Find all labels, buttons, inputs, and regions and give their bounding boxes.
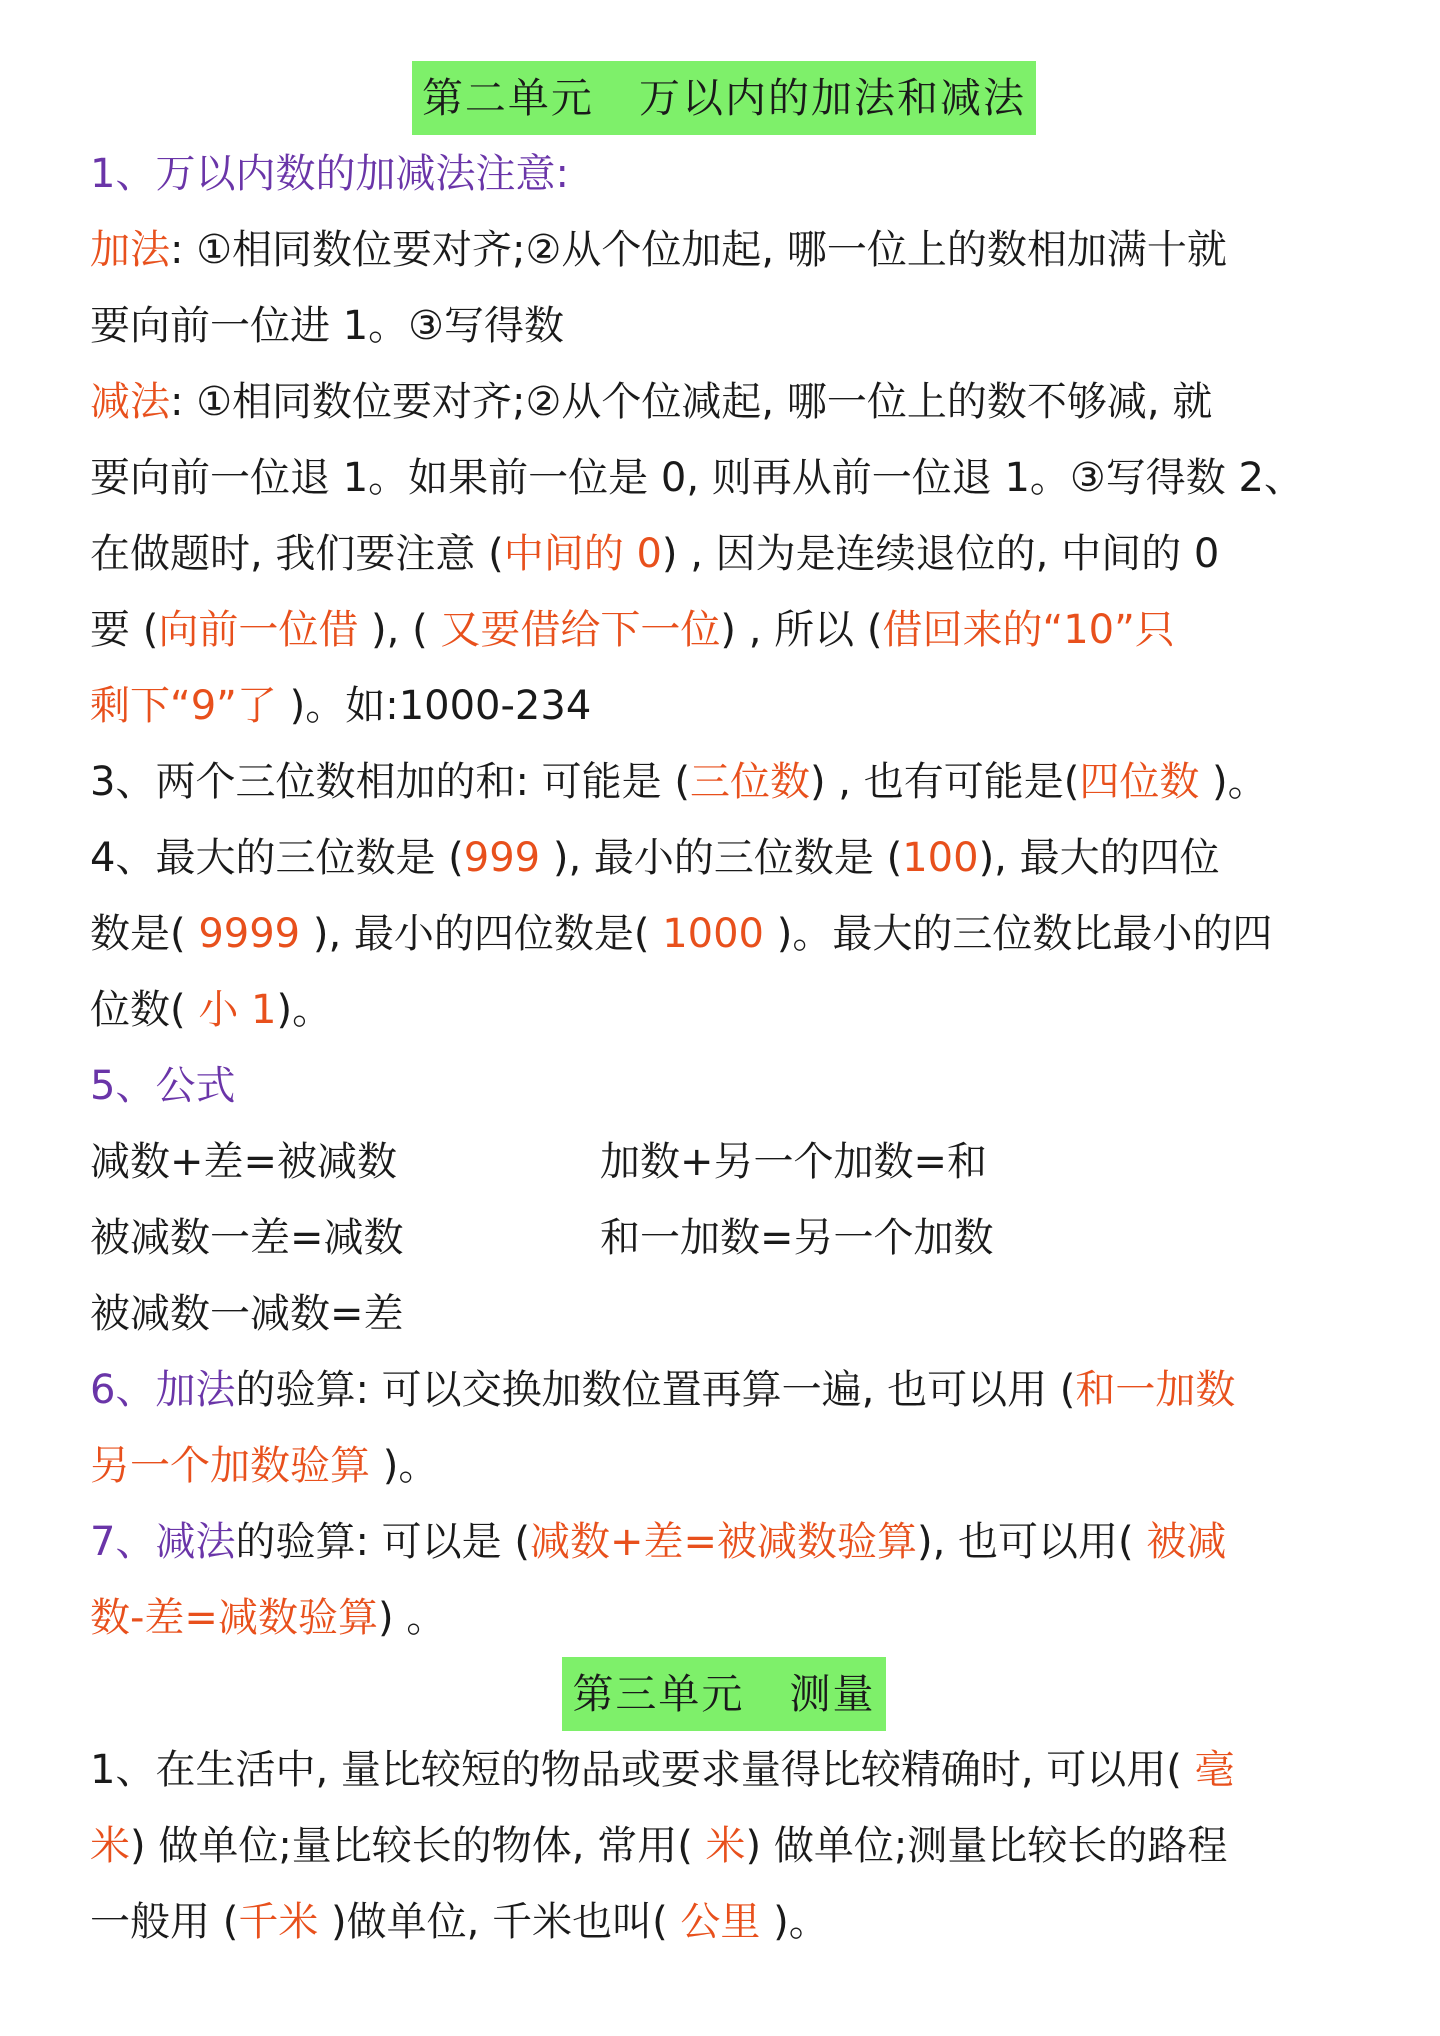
formula-row-1 bbox=[90, 1124, 1358, 1200]
s7-text: 的验算: 可以是 ( bbox=[235, 1519, 530, 1565]
s4-text: )。最大的三位数比最小的四 bbox=[764, 911, 1273, 957]
formula-row-3 bbox=[90, 1276, 1358, 1352]
s4-text: 数是( bbox=[90, 911, 199, 957]
s4-answer: 小 1 bbox=[198, 987, 277, 1033]
u3-text: ) 做单位;量比较长的物体, 常用( bbox=[130, 1823, 706, 1869]
s1-sub-line-1 bbox=[90, 364, 1358, 440]
s3-text: ) , 也有可能是( bbox=[809, 759, 1080, 805]
u3-answer: 公里 bbox=[680, 1899, 761, 1945]
s2-answer: 中间的 0 bbox=[503, 531, 662, 577]
s3-text: )。 bbox=[1199, 759, 1268, 805]
s7-label: 减法 bbox=[155, 1519, 236, 1565]
s7-answer: 减数+差=被减数验算 bbox=[529, 1519, 917, 1565]
formula: 被减数一减数=差 bbox=[90, 1291, 404, 1337]
s1-add-line-1 bbox=[90, 212, 1358, 288]
s4-text: ), 最小的三位数是 ( bbox=[540, 835, 903, 881]
s2-text: ) , 所以 ( bbox=[720, 607, 883, 653]
s7-text: ), 也可以用( bbox=[917, 1519, 1147, 1565]
unit2-title: 第二单元 万以内的加法和减法 bbox=[412, 61, 1036, 135]
s4-line-1 bbox=[90, 820, 1358, 896]
s6-answer: 和一加数 bbox=[1075, 1367, 1236, 1413]
s4-text: )。 bbox=[276, 987, 333, 1033]
u3-answer: 米 bbox=[705, 1823, 746, 1869]
s1-add-line-2: 要向前一位进 1。③写得数 bbox=[90, 303, 565, 349]
s4-line-3 bbox=[90, 972, 1358, 1048]
u3-text: 1、在生活中, 量比较短的物品或要求量得比较精确时, 可以用( bbox=[90, 1747, 1195, 1793]
s2-line-2 bbox=[90, 592, 1358, 668]
s6-line-2 bbox=[90, 1428, 1358, 1504]
s2-text: )。如:1000-234 bbox=[276, 683, 592, 729]
formula: 和一加数=另一个加数 bbox=[600, 1215, 994, 1261]
s7-text: ) 。 bbox=[377, 1595, 447, 1641]
s4-answer: 100 bbox=[902, 835, 979, 881]
s2-line-1 bbox=[90, 516, 1358, 592]
add-text-1: : ①相同数位要对齐;②从个位加起, 哪一位上的数相加满十就 bbox=[170, 227, 1227, 273]
s2-text: 在做题时, 我们要注意 ( bbox=[90, 531, 504, 577]
s4-text: ), 最小的四位数是( bbox=[300, 911, 663, 957]
s1-heading: 1、万以内数的加减法注意: bbox=[90, 151, 569, 197]
s4-line-2 bbox=[90, 896, 1358, 972]
u3-text: ) 做单位;测量比较长的路程 bbox=[745, 1823, 1228, 1869]
s6-line-1 bbox=[90, 1352, 1358, 1428]
s3-answer: 三位数 bbox=[689, 759, 810, 805]
s7-answer: 被减 bbox=[1146, 1519, 1227, 1565]
s7-line-1 bbox=[90, 1504, 1358, 1580]
s6-text: 的验算: 可以交换加数位置再算一遍, 也可以用 ( bbox=[235, 1367, 1076, 1413]
s4-text: 位数( bbox=[90, 987, 199, 1033]
s2-line-3 bbox=[90, 668, 1358, 744]
s6-label: 加法 bbox=[155, 1367, 236, 1413]
u3-s1-line-3 bbox=[90, 1884, 1358, 1960]
u3-answer: 千米 bbox=[238, 1899, 319, 1945]
u3-text: )。 bbox=[760, 1899, 829, 1945]
s2-text: ) , 因为是连续退位的, 中间的 0 bbox=[661, 531, 1220, 577]
s7-line-2 bbox=[90, 1580, 1358, 1656]
s3-line bbox=[90, 744, 1358, 820]
s3-answer: 四位数 bbox=[1079, 759, 1200, 805]
s2-answer: 剩下“9”了 bbox=[90, 683, 277, 729]
s2-answer: 又要借给下一位 bbox=[440, 607, 721, 653]
s2-text: 要 ( bbox=[90, 607, 159, 653]
s1-sub-line-2: 要向前一位退 1。如果前一位是 0, 则再从前一位退 1。③写得数 2、 bbox=[90, 455, 1304, 501]
s2-text: ), ( bbox=[358, 607, 441, 653]
u3-s1-line-2 bbox=[90, 1808, 1358, 1884]
add-label: 加法 bbox=[90, 227, 170, 273]
formula: 被减数一差=减数 bbox=[90, 1215, 404, 1261]
u3-answer: 毫 bbox=[1194, 1747, 1235, 1793]
s7-answer: 数-差=减数验算 bbox=[90, 1595, 378, 1641]
formula: 加数+另一个加数=和 bbox=[600, 1139, 988, 1185]
s7-number: 7、 bbox=[90, 1519, 156, 1565]
sub-label: 减法 bbox=[90, 379, 170, 425]
formula: 减数+差=被减数 bbox=[90, 1139, 398, 1185]
u3-text: 一般用 ( bbox=[90, 1899, 239, 1945]
s4-answer: 9999 bbox=[198, 911, 301, 957]
s4-text: 4、最大的三位数是 ( bbox=[90, 835, 464, 881]
unit3-title-wrap bbox=[90, 1656, 1358, 1732]
u3-s1-line-1 bbox=[90, 1732, 1358, 1808]
s5-heading: 5、公式 bbox=[90, 1063, 236, 1109]
s2-answer: 借回来的“10”只 bbox=[882, 607, 1175, 653]
unit3-title: 第三单元 测量 bbox=[562, 1657, 885, 1731]
unit2-title-wrap bbox=[90, 60, 1358, 136]
formula-row-2 bbox=[90, 1200, 1358, 1276]
u3-answer: 米 bbox=[90, 1823, 130, 1869]
u3-text: )做单位, 千米也叫( bbox=[318, 1899, 681, 1945]
sub-text-1: : ①相同数位要对齐;②从个位减起, 哪一位上的数不够减, 就 bbox=[170, 379, 1213, 425]
s4-answer: 1000 bbox=[662, 911, 764, 957]
s3-text: 3、两个三位数相加的和: 可能是 ( bbox=[90, 759, 690, 805]
s4-text: ), 最大的四位 bbox=[978, 835, 1220, 881]
s2-answer: 向前一位借 bbox=[158, 607, 359, 653]
s6-number: 6、 bbox=[90, 1367, 156, 1413]
s6-answer: 另一个加数验算 bbox=[90, 1443, 370, 1489]
s4-answer: 999 bbox=[463, 835, 541, 881]
s6-text: )。 bbox=[370, 1443, 439, 1489]
